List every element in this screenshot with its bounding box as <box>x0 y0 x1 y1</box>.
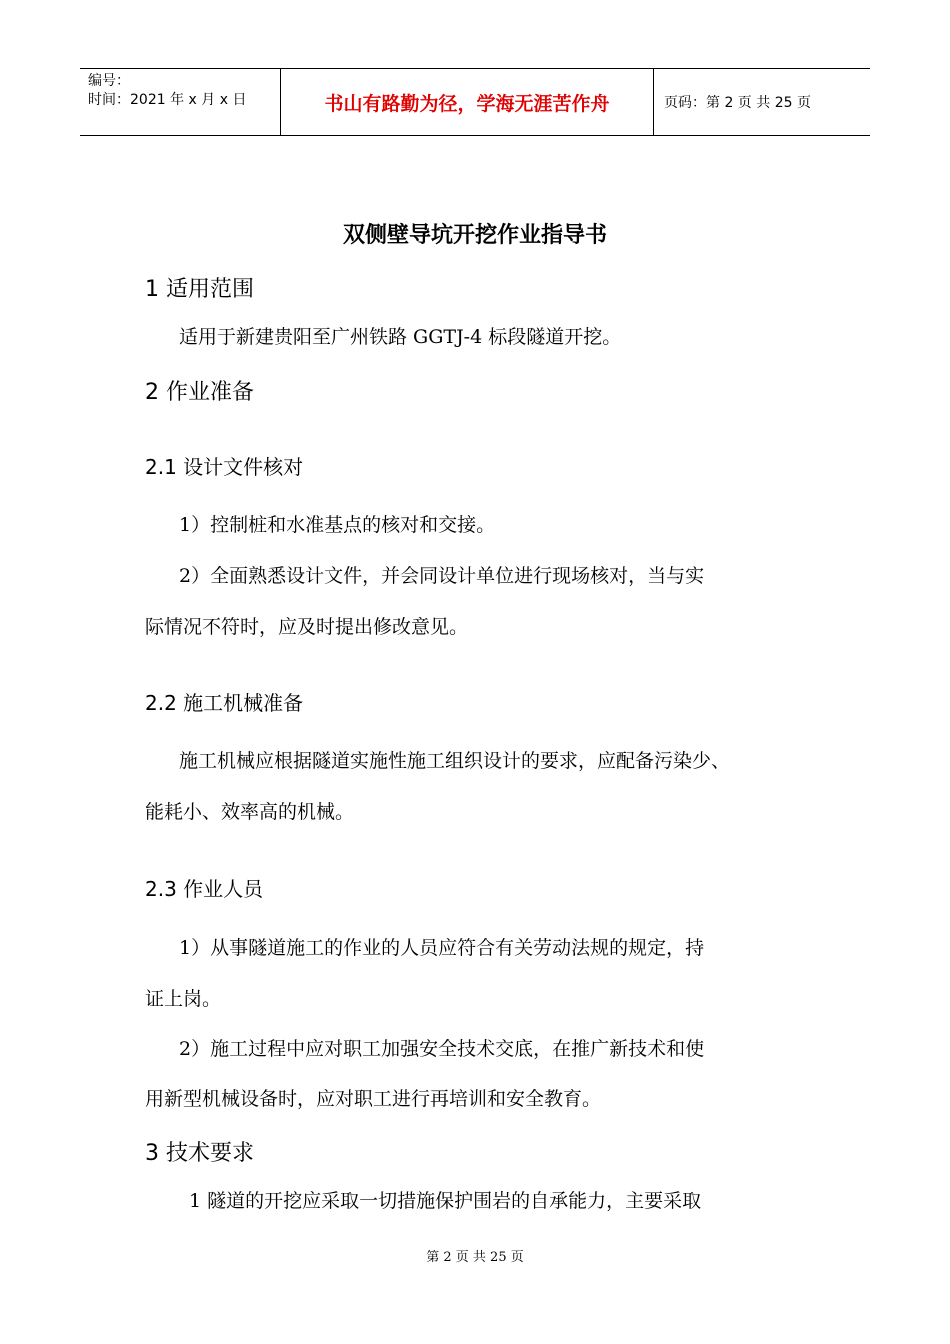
number-label: 编号： <box>88 73 130 89</box>
date-label: 时间：2021 年 x 月 x 日 <box>88 92 247 108</box>
section-2-1-item-2-line-2: 际情况不符时，应及时提出修改意见。 <box>145 616 469 638</box>
header-page-info: 页码：第 2 页 共 25 页 <box>664 95 811 111</box>
section-2-heading: 2 作业准备 <box>145 380 254 405</box>
header-motto: 书山有路勤为径，学海无涯苦作舟 <box>281 69 654 135</box>
section-2-2-paragraph-line-2: 能耗小、效率高的机械。 <box>145 801 355 823</box>
section-2-3-item-2-line-1: 2）施工过程中应对职工加强安全技术交底，在推广新技术和使 <box>179 1038 705 1060</box>
page-header <box>80 68 870 136</box>
section-3-paragraph: 1 隧道的开挖应采取一切措施保护围岩的自承能力，主要采取 <box>189 1190 702 1212</box>
header-meta <box>80 69 281 135</box>
section-2-3-heading: 2.3 作业人员 <box>145 877 264 901</box>
page-footer: 第 2 页 共 25 页 <box>426 1250 524 1265</box>
section-1-heading: 1 适用范围 <box>145 277 254 302</box>
section-2-1-item-2-line-1: 2）全面熟悉设计文件，并会同设计单位进行现场核对，当与实 <box>179 565 705 587</box>
section-2-3-item-2-line-2: 用新型机械设备时，应对职工进行再培训和安全教育。 <box>145 1088 602 1110</box>
document-title: 双侧壁导坑开挖作业指导书 <box>342 223 607 248</box>
section-2-2-paragraph-line-1: 施工机械应根据隧道实施性施工组织设计的要求，应配备污染少、 <box>179 750 731 772</box>
section-2-1-item-1: 1）控制桩和水准基点的核对和交接。 <box>179 514 496 536</box>
section-2-2-heading: 2.2 施工机械准备 <box>145 691 304 715</box>
section-2-3-item-1-line-1: 1）从事隧道施工的作业的人员应符合有关劳动法规的规定，持 <box>179 937 705 959</box>
section-1-paragraph: 适用于新建贵阳至广州铁路 GGTJ-4 标段隧道开挖。 <box>179 326 622 348</box>
section-2-3-item-1-line-2: 证上岗。 <box>145 988 222 1010</box>
section-2-1-heading: 2.1 设计文件核对 <box>145 455 304 479</box>
section-3-heading: 3 技术要求 <box>145 1141 254 1166</box>
